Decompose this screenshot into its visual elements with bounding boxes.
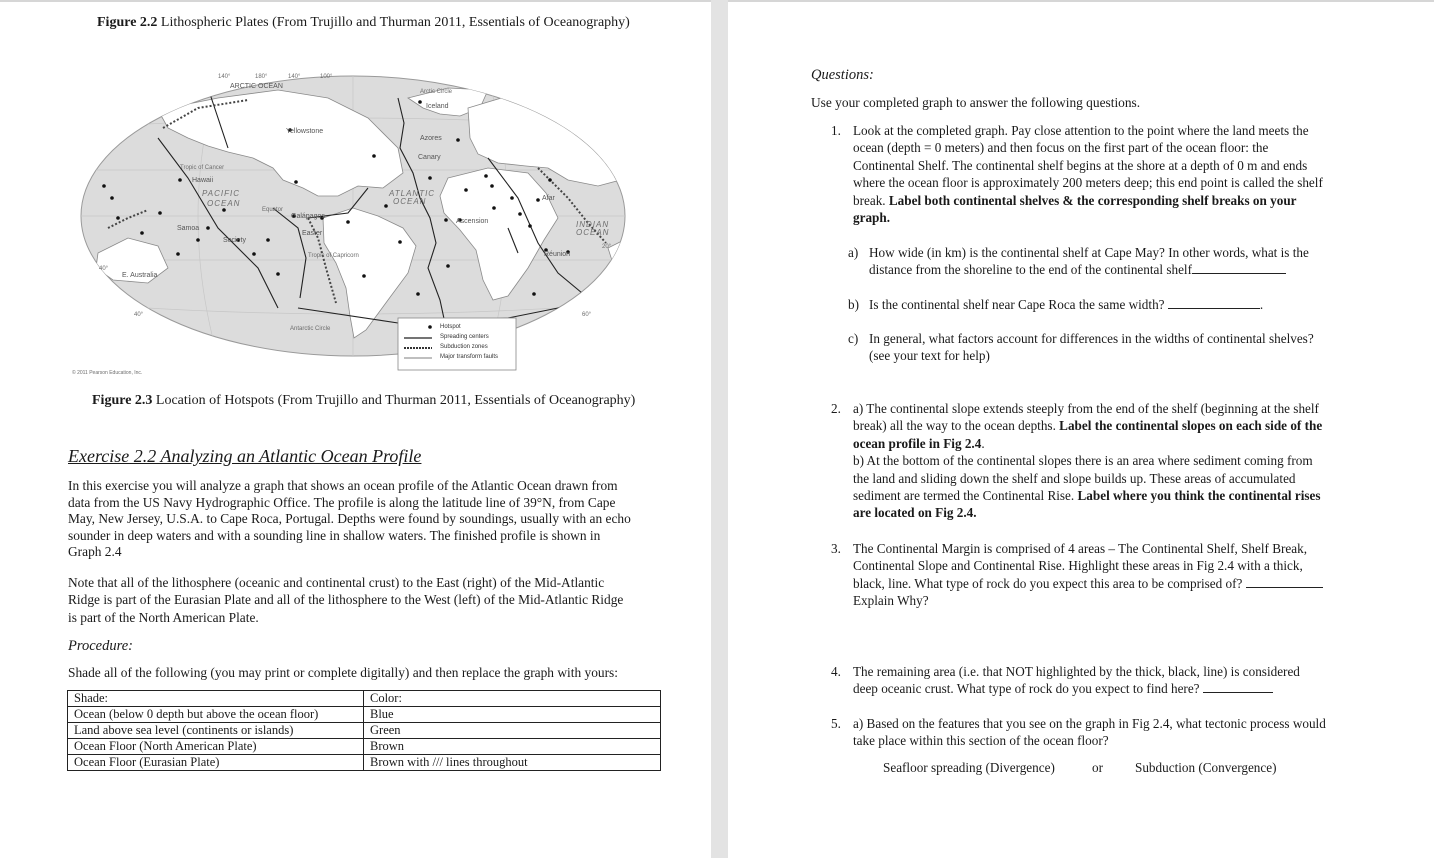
q3-line-text: black, line. What type of rock do you expect this area to be comprised of? <box>853 575 1243 591</box>
q5-line: take place within this section of the ocean floor? <box>853 733 1109 749</box>
q3-line: The Continental Margin is comprised of 4 areas – The Continental Shelf, Shelf Break, <box>853 541 1308 556</box>
legend-transform-faults: Major transform faults <box>440 354 499 360</box>
q5-line: a) Based on the features that you see on the graph in Fig 2.4, what tectonic process would <box>853 716 1326 731</box>
question-1a-label: a) <box>848 245 859 260</box>
map-label-hawaii: Hawaii <box>192 177 214 184</box>
answer-blank-1a[interactable] <box>1192 262 1286 274</box>
answer-blank-4[interactable] <box>1203 681 1273 693</box>
question-2-number: 2. <box>831 401 841 416</box>
table-header-row <box>68 691 661 707</box>
q2-bold-instruction: Label the continental slopes on each side of the <box>1059 418 1323 434</box>
table-cell-color: Brown <box>364 739 661 755</box>
q2-line <box>853 417 1322 434</box>
map-lon-label: 140° <box>218 74 231 80</box>
map-label-antarctic-circle: Antarctic Circle <box>290 326 331 332</box>
q1-break-text: break. <box>853 192 886 208</box>
question-4-text <box>853 663 1300 698</box>
intro-line: Graph 2.4 <box>68 544 122 559</box>
q2b-line-text: sediment are termed the Continental Rise. <box>853 488 1075 504</box>
map-lat-label: 40° <box>99 266 109 272</box>
intro-line: data from the US Navy Hydrographic Office. The profile is along the latitude line of 39°N, from Cape <box>68 494 616 510</box>
q2-period: . <box>981 435 985 451</box>
q1-line: Look at the completed graph. Pay close attention to the point where the land meets the <box>853 123 1309 138</box>
q1c-line: (see your text for help) <box>869 348 990 364</box>
table-header-cell: Shade: <box>68 691 364 707</box>
question-4-number: 4. <box>831 664 841 679</box>
q1a-line <box>869 261 1309 278</box>
map-lon-label: 100° <box>320 74 333 80</box>
q2-line: the land and sliding down the shelf and slope builds up. These areas of accumulated <box>853 470 1296 486</box>
answer-blank-1b[interactable] <box>1168 297 1260 309</box>
plate-note-paragraph <box>68 574 623 626</box>
map-label-society: Society <box>223 237 246 244</box>
map-lat-label: 20° <box>602 244 612 250</box>
map-label-easter: Easter <box>302 230 323 237</box>
legend-spreading-centers: Spreading centers <box>440 334 489 340</box>
option-subduction[interactable]: Subduction (Convergence) <box>1135 760 1277 775</box>
table-row <box>68 755 661 771</box>
table-cell-shade: Land above sea level (continents or islands) <box>68 723 364 739</box>
intro-line: In this exercise you will analyze a graph that shows an ocean profile of the Atlantic Ocean drawn from <box>68 478 618 493</box>
q2-line <box>853 435 1322 452</box>
question-1c-label: c) <box>848 331 859 346</box>
q1b-line-text: Is the continental shelf near Cape Roca the same width? <box>869 297 1165 312</box>
map-label-tropic-capricorn: Tropic of Capricorn <box>308 253 359 259</box>
q1-bold-instruction-end: graph. <box>853 210 891 226</box>
figure-2-3-label: Figure 2.3 <box>92 393 153 408</box>
map-label-ascension: Ascension <box>456 218 489 225</box>
intro-paragraph <box>68 478 631 561</box>
question-1b-label: b) <box>848 297 859 312</box>
q2-line <box>853 504 1322 521</box>
map-label-arctic-circle: Arctic Circle <box>420 89 453 95</box>
q1-line: ocean (depth = 0 meters) and then focus on the first part of the ocean floor: the <box>853 140 1269 156</box>
questions-intro: Use your completed graph to answer the following questions. <box>811 95 1141 110</box>
q1-line <box>853 209 1323 226</box>
figure-2-2-label: Figure 2.2 <box>97 15 158 30</box>
table-cell-shade: Ocean Floor (Eurasian Plate) <box>68 755 364 771</box>
q3-line: Continental Slope and Continental Rise. Highlight these areas in Fig 2.4 with a thick, <box>853 558 1303 574</box>
map-label-indian-ocean: OCEAN <box>576 228 610 237</box>
map-label-indian: INDIAN <box>576 220 610 229</box>
legend-hotspot: Hotspot <box>440 324 461 330</box>
map-label-yellowstone: Yellowstone <box>286 128 324 135</box>
question-1c-text <box>869 330 1314 365</box>
map-label-arctic: ARCTIC OCEAN <box>230 83 283 90</box>
map-lat-label: 40° <box>134 312 144 318</box>
map-lon-label: 180° <box>255 74 268 80</box>
map-lon-label: 140° <box>288 74 301 80</box>
table-row <box>68 739 661 755</box>
q1b-period: . <box>1259 297 1264 312</box>
question-5-text <box>853 715 1326 750</box>
note-line: is part of the North American Plate. <box>68 609 259 625</box>
q1a-line-text: distance from the shoreline to the end of the continental shelf <box>869 262 1192 278</box>
note-line: Ridge is part of the Eurasian Plate and all of the lithosphere to the West (left) of the Mid-Atlantic Ridge <box>68 592 624 608</box>
question-1a-text <box>869 244 1309 279</box>
question-2-text <box>853 400 1322 522</box>
hotspot-map-graphic <box>68 68 648 380</box>
map-copyright: © 2011 Pearson Education, Inc. <box>72 370 143 376</box>
q4-line: The remaining area (i.e. that NOT highlighted by the thick, black, line) is considered <box>853 664 1300 679</box>
question-3-number: 3. <box>831 541 841 556</box>
option-or: or <box>1092 760 1103 775</box>
table-cell-color: Brown with /// lines throughout <box>364 755 661 771</box>
questions-heading: Questions: <box>811 67 874 83</box>
answer-blank-3[interactable] <box>1246 576 1323 588</box>
q4-line <box>853 680 1300 697</box>
q1-line: Continental Shelf. The continental shelf begins at the shore at a depth of 0 m and ends <box>853 157 1308 173</box>
map-label-afar: Afar <box>542 195 555 202</box>
shading-table <box>67 690 661 771</box>
q2-line <box>853 487 1322 504</box>
map-label-iceland: Iceland <box>426 103 449 110</box>
map-label-canary: Canary <box>418 154 441 161</box>
table-header-cell: Color: <box>364 691 661 707</box>
q1-bold-instruction: Label both continental shelves & the corresponding shelf breaks on your <box>888 192 1297 208</box>
map-label-samoa: Samoa <box>177 225 200 232</box>
q3-line: Explain Why? <box>853 593 929 609</box>
map-label-atlantic: ATLANTIC <box>389 189 436 198</box>
table-cell-color: Green <box>364 723 661 739</box>
question-5-number: 5. <box>831 716 841 731</box>
q2-line-text: break) all the way to the ocean depths. <box>853 418 1056 434</box>
table-cell-shade: Ocean (below 0 depth but above the ocean floor) <box>68 707 364 723</box>
q1a-line: How wide (in km) is the continental shelf at Cape May? In other words, what is the <box>869 245 1309 260</box>
map-lat-label: 60° <box>582 312 592 318</box>
map-label-tropic-cancer: Tropic of Cancer <box>180 165 225 171</box>
map-label-pacific-ocean: OCEAN <box>207 199 241 208</box>
figure-2-3-text: Location of Hotspots (From Trujillo and Thurman 2011, Essentials of Oceanography) <box>155 393 636 408</box>
table-cell-color: Blue <box>364 707 661 723</box>
table-row <box>68 723 661 739</box>
q2-line: a) The continental slope extends steeply from the end of the shelf (beginning at the shelf <box>853 401 1319 416</box>
page-gutter <box>711 0 728 858</box>
map-label-reunion: Réunion <box>544 251 571 258</box>
question-1-text <box>853 122 1323 226</box>
q2b-bold-instruction-end: are located on Fig 2.4. <box>853 505 977 521</box>
map-label-galapagos: Galápagos <box>291 213 325 220</box>
question-3-text <box>853 540 1323 610</box>
map-label-azores: Azores <box>420 135 442 142</box>
figure-2-2-text: Lithospheric Plates (From Trujillo and Thurman 2011, Essentials of Oceanography) <box>160 15 630 30</box>
map-label-pacific: PACIFIC <box>202 189 240 198</box>
q2-bold-instruction-end: ocean profile in Fig 2.4 <box>853 435 982 451</box>
note-line: Note that all of the lithosphere (oceanic and continental crust) to the East (right) of the Mid-Atlantic <box>68 575 605 590</box>
figure-2-2-caption <box>97 14 630 31</box>
q2-line: b) At the bottom of the continental slopes there is an area where sediment coming from <box>853 453 1313 469</box>
legend-subduction-zones: Subduction zones <box>440 344 488 350</box>
intro-line: sounder in deep waters and with a sounding line in shallow waters. The finished profile is shown in <box>68 527 601 543</box>
q1c-line: In general, what factors account for differences in the widths of continental shelves? <box>869 331 1314 346</box>
table-row <box>68 707 661 723</box>
shade-instruction: Shade all of the following (you may print or complete digitally) and then replace the graph with yours: <box>68 665 618 680</box>
option-seafloor-spreading[interactable]: Seafloor spreading (Divergence) <box>883 760 1055 775</box>
map-label-e-australia: E. Australia <box>122 272 158 279</box>
hotspot-map <box>68 68 648 380</box>
q1-line <box>853 192 1323 209</box>
procedure-heading: Procedure: <box>68 638 133 654</box>
question-1-number: 1. <box>831 123 841 138</box>
map-label-equator: Equator <box>262 207 284 213</box>
table-cell-shade: Ocean Floor (North American Plate) <box>68 739 364 755</box>
exercise-title: Exercise 2.2 Analyzing an Atlantic Ocean Profile <box>68 446 422 466</box>
question-1b-text <box>869 296 1263 313</box>
q3-line <box>853 575 1323 592</box>
q2b-bold-instruction: Label where you think the continental rises <box>1077 488 1321 504</box>
q4-line-text: deep oceanic crust. What type of rock do you expect to find here? <box>853 681 1200 697</box>
map-label-atlantic-ocean: OCEAN <box>393 197 427 206</box>
figure-2-3-caption <box>92 392 635 409</box>
q1-line: where the ocean floor is approximately 200 meters deep; this end point is called the shelf <box>853 175 1323 191</box>
intro-line: May, New Jersey, U.S.A. to Cape Roca, Portugal. Depths were found by soundings, usually with an echo <box>68 511 631 526</box>
